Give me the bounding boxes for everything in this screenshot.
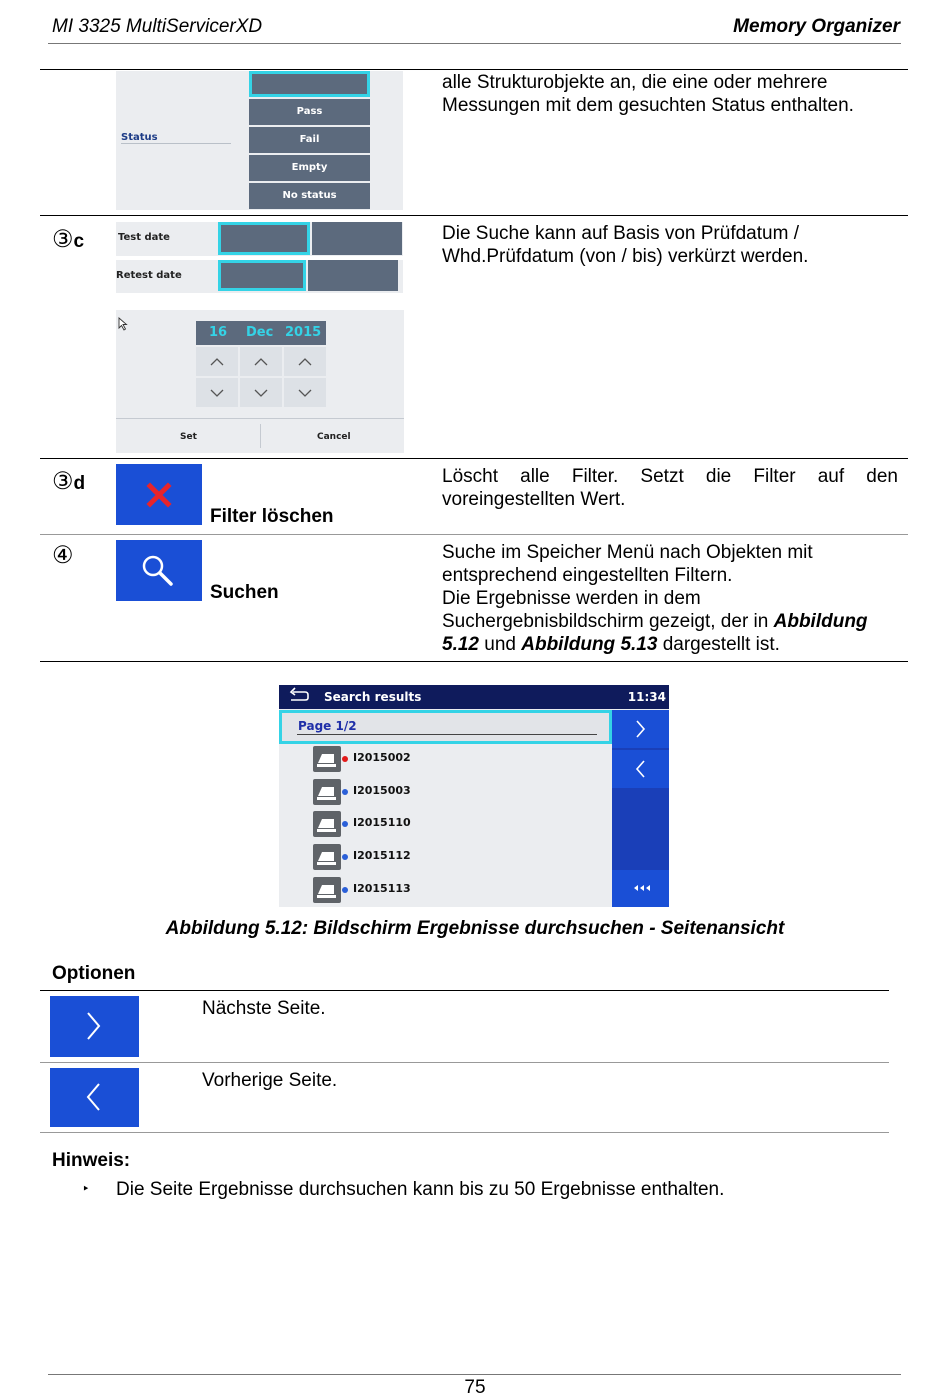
status-option-no-status[interactable]: No status — [249, 183, 370, 209]
table-rule — [40, 458, 908, 459]
page-indicator[interactable] — [279, 710, 612, 744]
date-day[interactable]: 16 — [209, 325, 228, 340]
next-page-button[interactable] — [50, 996, 139, 1057]
status-label: Status — [121, 132, 158, 143]
status-underline — [121, 143, 231, 144]
set-button[interactable]: Set — [180, 432, 197, 442]
status-option-pass[interactable]: Pass — [249, 99, 370, 125]
row-4-description: Suche im Speicher Menü nach Objekten mit entsprechend eingestellten Filtern. Die Ergebnisse werden in dem Suchergebnisbildschirm gezeigt, der in Abbildung 5.12 und Abbildung 5.13 dargestellt ist. — [442, 542, 868, 655]
chevron-right-icon — [50, 996, 139, 1057]
status-filter-panel — [116, 71, 403, 210]
close-icon — [116, 464, 202, 525]
chevron-down-icon — [240, 378, 282, 407]
result-id: I2015003 — [353, 783, 411, 797]
year-down-button[interactable] — [284, 378, 326, 407]
chevron-up-icon — [284, 347, 326, 376]
appliance-icon — [313, 877, 341, 903]
table-rule-top — [40, 69, 908, 70]
page-underline — [297, 734, 597, 735]
screen-side-bar — [612, 710, 669, 907]
back-icon[interactable] — [288, 687, 310, 703]
month-up-button[interactable] — [240, 347, 282, 376]
header-title-right: Memory Organizer — [733, 16, 900, 37]
options-rule — [40, 1062, 889, 1063]
month-down-button[interactable] — [240, 378, 282, 407]
search-button[interactable] — [116, 540, 202, 601]
cursor-icon — [118, 317, 128, 331]
options-rule-top — [40, 990, 889, 991]
row-4-number: ④ — [52, 542, 74, 569]
date-picker-panel — [116, 310, 404, 453]
rewind-icon — [612, 870, 669, 907]
note-text: Die Seite Ergebnisse durchsuchen kann bis zu 50 Ergebnisse enthalten. — [116, 1179, 725, 1200]
chevron-right-icon — [612, 710, 669, 748]
row-3d-number: ③d — [52, 468, 86, 495]
note-bullet: ‣ — [82, 1181, 90, 1196]
day-down-button[interactable] — [196, 378, 238, 407]
search-icon — [116, 540, 202, 601]
picker-button-divider — [260, 424, 261, 448]
appliance-icon — [313, 844, 341, 870]
retest-date-row — [116, 260, 403, 293]
status-dot — [342, 756, 348, 762]
row-3d-description: Löscht alle Filter. Setzt die Filter auf den voreingestellten Wert. — [442, 466, 898, 510]
table-rule — [40, 534, 908, 535]
retest-date-to[interactable] — [308, 260, 398, 291]
options-heading: Optionen — [52, 963, 136, 984]
result-id: I2015002 — [353, 751, 411, 764]
next-page-description: Nächste Seite. — [202, 998, 326, 1019]
appliance-icon — [313, 746, 341, 772]
year-up-button[interactable] — [284, 347, 326, 376]
row-3c-number: ③c — [52, 226, 85, 253]
day-up-button[interactable] — [196, 347, 238, 376]
page-number: 75 — [464, 1377, 486, 1398]
chevron-down-icon — [284, 378, 326, 407]
header-title-left: MI 3325 MultiServicerXD — [52, 16, 263, 37]
screen-title: Search results — [324, 690, 422, 704]
search-label: Suchen — [210, 582, 279, 603]
test-date-to[interactable] — [312, 222, 402, 255]
clear-filter-label: Filter löschen — [210, 506, 334, 527]
screen-title-bar — [279, 685, 669, 709]
date-year[interactable]: 2015 — [285, 325, 322, 340]
result-id: I2015110 — [353, 816, 411, 830]
status-description: alle Strukturobjekte an, die eine oder mehrere Messungen mit dem gesuchten Status enthalten. — [442, 72, 854, 116]
footer-rule — [48, 1374, 901, 1375]
picker-divider — [116, 418, 404, 419]
status-option-fail[interactable]: Fail — [249, 127, 370, 153]
test-date-from[interactable] — [218, 222, 310, 255]
result-id: I2015113 — [353, 881, 411, 895]
test-date-row — [116, 222, 403, 256]
chevron-left-icon — [612, 750, 669, 788]
screen-empty-slot — [612, 790, 669, 868]
appliance-icon — [313, 779, 341, 805]
table-rule — [40, 215, 908, 216]
prev-page-description: Vorherige Seite. — [202, 1070, 338, 1091]
chevron-up-icon — [240, 347, 282, 376]
chevron-down-icon — [196, 378, 238, 407]
figure-caption: Abbildung 5.12: Bildschirm Ergebnisse durchsuchen - Seitenansicht — [165, 918, 785, 939]
header-rule — [48, 43, 901, 44]
screen-next-button[interactable] — [612, 710, 669, 748]
page-label: Page 1/2 — [298, 719, 357, 733]
screen-prev-button[interactable] — [612, 750, 669, 788]
chevron-left-icon — [50, 1068, 139, 1127]
date-display — [196, 321, 326, 345]
test-date-label: Test date — [118, 232, 170, 243]
clear-filter-button[interactable] — [116, 464, 202, 525]
cancel-button[interactable]: Cancel — [317, 432, 351, 442]
status-dot — [342, 854, 348, 860]
status-dot — [342, 821, 348, 827]
prev-page-button[interactable] — [50, 1068, 139, 1127]
search-results-screen — [279, 685, 669, 907]
screen-time: 11:34 — [627, 690, 666, 704]
note-heading: Hinweis: — [52, 1150, 131, 1171]
appliance-icon — [313, 811, 341, 837]
options-rule-bottom — [40, 1132, 889, 1133]
status-selected-slot[interactable] — [249, 71, 370, 97]
status-option-empty[interactable]: Empty — [249, 155, 370, 181]
screen-first-button[interactable] — [612, 870, 669, 907]
chevron-up-icon — [196, 347, 238, 376]
table-rule-bottom — [40, 661, 908, 662]
row-3c-description: Die Suche kann auf Basis von Prüfdatum / Whd.Prüfdatum (von / bis) verkürzt werden. — [442, 223, 809, 267]
status-dot — [342, 789, 348, 795]
result-id: I2015112 — [353, 849, 411, 863]
date-month[interactable]: Dec — [246, 325, 274, 340]
retest-date-label: Retest date — [116, 270, 182, 281]
status-dot — [342, 887, 348, 893]
retest-date-from[interactable] — [218, 260, 306, 291]
